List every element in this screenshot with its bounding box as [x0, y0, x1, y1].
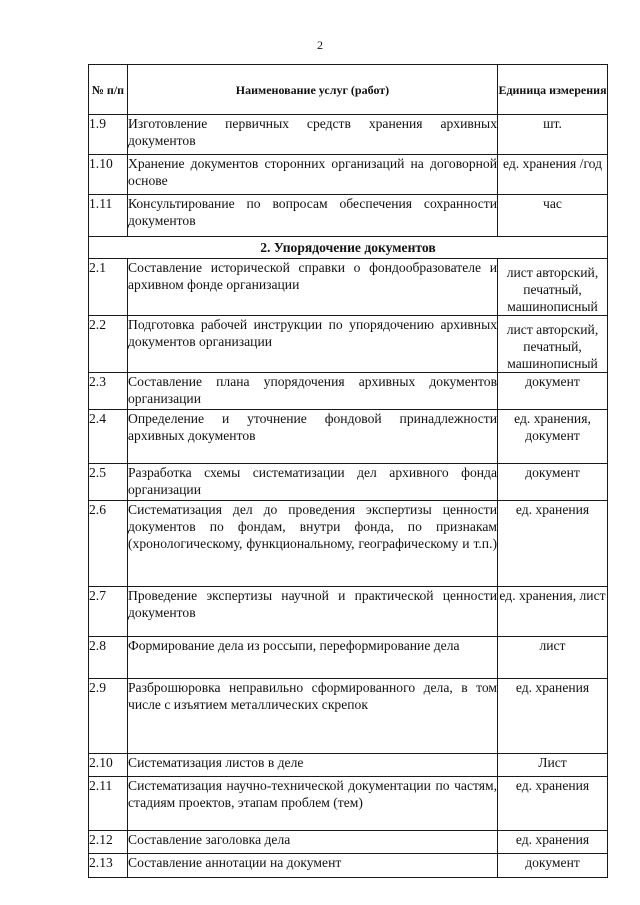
- row-unit: ед. хранения: [498, 679, 608, 754]
- row-unit: ед. хранения, лист: [498, 587, 608, 637]
- table-row: [89, 373, 608, 410]
- row-unit: ед. хранения /год: [498, 155, 608, 195]
- header-number: № п/п: [89, 65, 128, 115]
- table-row: [89, 777, 608, 831]
- row-unit: шт.: [498, 115, 608, 155]
- row-service-name: Систематизация научно-технической документации по частям, стадиям проектов, этапам проблем (тем): [128, 777, 498, 831]
- table-row: [89, 587, 608, 637]
- row-unit: час: [498, 195, 608, 237]
- row-number: 2.4: [89, 410, 128, 464]
- row-unit: документ: [498, 373, 608, 410]
- row-number: 2.8: [89, 637, 128, 679]
- row-service-name: Хранение документов сторонних организаций на договорной основе: [128, 155, 498, 195]
- row-number: 1.9: [89, 115, 128, 155]
- row-service-name: Консультирование по вопросам обеспечения сохранности документов: [128, 195, 498, 237]
- section-row: [89, 237, 608, 259]
- row-service-name: Составление исторической справки о фондообразователе и архивном фонде организации: [128, 259, 498, 316]
- row-number: 2.2: [89, 316, 128, 373]
- row-service-name: Разработка схемы систематизации дел архивного фонда организации: [128, 464, 498, 501]
- table-row: [89, 831, 608, 854]
- row-number: 1.11: [89, 195, 128, 237]
- row-service-name: Изготовление первичных средств хранения архивных документов: [128, 115, 498, 155]
- row-number: 2.9: [89, 679, 128, 754]
- row-unit: ед. хранения: [498, 501, 608, 587]
- row-service-name: Определение и уточнение фондовой принадлежности архивных документов: [128, 410, 498, 464]
- row-service-name: Проведение экспертизы научной и практической ценности документов: [128, 587, 498, 637]
- table-row: [89, 115, 608, 155]
- table-row: [89, 155, 608, 195]
- table-row: [89, 679, 608, 754]
- table-header-row: [89, 65, 608, 115]
- table-row: [89, 754, 608, 777]
- table-row: [89, 410, 608, 464]
- row-service-name: Составление аннотации на документ: [128, 854, 498, 878]
- row-number: 1.10: [89, 155, 128, 195]
- row-unit: ед. хранения: [498, 777, 608, 831]
- row-unit: лист авторский, печатный, машинописный: [498, 259, 608, 316]
- row-number: 2.3: [89, 373, 128, 410]
- row-service-name: Разброшюровка неправильно сформированного дела, в том числе с изъятием металлических скрепок: [128, 679, 498, 754]
- row-number: 2.1: [89, 259, 128, 316]
- row-service-name: Формирование дела из россыпи, переформирование дела: [128, 637, 498, 679]
- row-service-name: Подготовка рабочей инструкции по упорядочению архивных документов организации: [128, 316, 498, 373]
- table-body-part1: [89, 115, 608, 237]
- row-service-name: Составление заголовка дела: [128, 831, 498, 854]
- row-unit: документ: [498, 854, 608, 878]
- row-number: 2.13: [89, 854, 128, 878]
- row-unit: ед. хранения, документ: [498, 410, 608, 464]
- row-service-name: Систематизация дел до проведения экспертизы ценности документов по фондам, внутри фонда, по признакам (хронологическому, функциональному, географическому и т.п.): [128, 501, 498, 587]
- services-table: [88, 64, 608, 878]
- table-row: [89, 637, 608, 679]
- table-row: [89, 854, 608, 878]
- row-service-name: Составление плана упорядочения архивных документов организации: [128, 373, 498, 410]
- table-row: [89, 464, 608, 501]
- table-row: [89, 259, 608, 316]
- section-title: 2. Упорядочение документов: [89, 237, 608, 259]
- row-number: 2.10: [89, 754, 128, 777]
- table-section-row-group: [89, 237, 608, 259]
- row-unit: ед. хранения: [498, 831, 608, 854]
- header-service-name: Наименование услуг (работ): [128, 65, 498, 115]
- row-number: 2.6: [89, 501, 128, 587]
- table-row: [89, 195, 608, 237]
- table-row: [89, 501, 608, 587]
- row-number: 2.11: [89, 777, 128, 831]
- table-body-part2: [89, 259, 608, 878]
- row-unit: Лист: [498, 754, 608, 777]
- page-number: 2: [317, 38, 323, 52]
- row-unit: лист: [498, 637, 608, 679]
- row-number: 2.7: [89, 587, 128, 637]
- row-service-name: Систематизация листов в деле: [128, 754, 498, 777]
- header-unit: Единица измерения: [498, 65, 608, 115]
- row-unit: документ: [498, 464, 608, 501]
- row-number: 2.12: [89, 831, 128, 854]
- table-row: [89, 316, 608, 373]
- row-number: 2.5: [89, 464, 128, 501]
- row-unit: лист авторский, печатный, машинописный: [498, 316, 608, 373]
